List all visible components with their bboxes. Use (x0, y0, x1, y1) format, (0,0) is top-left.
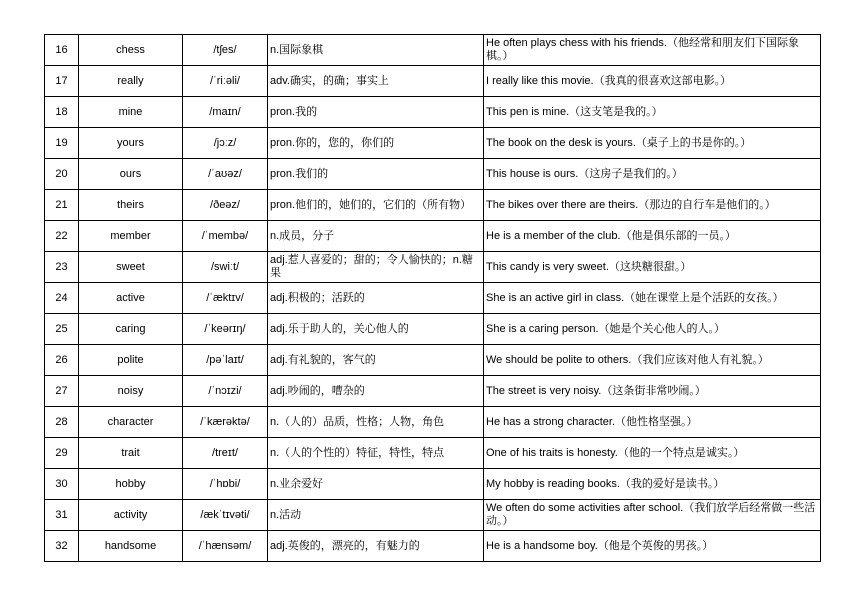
word-cell: sweet (79, 252, 183, 283)
definition-cell: n.成员，分子 (268, 221, 484, 252)
example-sentence-cell: He is a handsome boy.（他是个英俊的男孩。） (484, 531, 821, 562)
table-row (45, 66, 821, 97)
vocabulary-table (44, 34, 821, 562)
table-row (45, 345, 821, 376)
definition-cell: pron.我们的 (268, 159, 484, 190)
row-number-cell: 28 (45, 407, 79, 438)
row-number-cell: 24 (45, 283, 79, 314)
word-cell: caring (79, 314, 183, 345)
row-number-cell: 25 (45, 314, 79, 345)
phonetic-cell: /treɪt/ (183, 438, 268, 469)
table-row (45, 97, 821, 128)
word-cell: activity (79, 500, 183, 531)
row-number-cell: 21 (45, 190, 79, 221)
example-sentence-cell: He has a strong character.（他性格坚强。） (484, 407, 821, 438)
definition-cell: adj.乐于助人的，关心他人的 (268, 314, 484, 345)
example-sentence-cell: The street is very noisy.（这条街非常吵闹。） (484, 376, 821, 407)
table-row (45, 221, 821, 252)
table-row (45, 314, 821, 345)
definition-cell: adj.英俊的，漂亮的，有魅力的 (268, 531, 484, 562)
example-sentence-cell: He often plays chess with his friends.（他经常和朋友们下国际象棋。） (484, 35, 821, 66)
row-number-cell: 31 (45, 500, 79, 531)
table-row (45, 438, 821, 469)
phonetic-cell: /ˈnɔɪzi/ (183, 376, 268, 407)
example-sentence-cell: She is a caring person.（她是个关心他人的人。） (484, 314, 821, 345)
word-cell: active (79, 283, 183, 314)
example-sentence-cell: He is a member of the club.（他是俱乐部的一员。） (484, 221, 821, 252)
definition-cell: adv.确实，的确；事实上 (268, 66, 484, 97)
definition-cell: n.（人的）品质，性格；人物，角色 (268, 407, 484, 438)
word-cell: polite (79, 345, 183, 376)
phonetic-cell: /ˈkærəktə/ (183, 407, 268, 438)
row-number-cell: 20 (45, 159, 79, 190)
phonetic-cell: /tʃes/ (183, 35, 268, 66)
row-number-cell: 19 (45, 128, 79, 159)
example-sentence-cell: The bikes over there are theirs.（那边的自行车是他们的。） (484, 190, 821, 221)
row-number-cell: 18 (45, 97, 79, 128)
definition-cell: pron.他们的，她们的，它们的（所有物） (268, 190, 484, 221)
table-row (45, 252, 821, 283)
example-sentence-cell: She is an active girl in class.（她在课堂上是个活跃的女孩。） (484, 283, 821, 314)
row-number-cell: 16 (45, 35, 79, 66)
definition-cell: n.国际象棋 (268, 35, 484, 66)
definition-cell: n.业余爱好 (268, 469, 484, 500)
table-row (45, 376, 821, 407)
word-cell: theirs (79, 190, 183, 221)
definition-cell: adj.惹人喜爱的；甜的；令人愉快的；n.糖果 (268, 252, 484, 283)
table-row (45, 531, 821, 562)
phonetic-cell: /ˈhænsəm/ (183, 531, 268, 562)
row-number-cell: 32 (45, 531, 79, 562)
phonetic-cell: /ˈæktɪv/ (183, 283, 268, 314)
word-cell: noisy (79, 376, 183, 407)
row-number-cell: 23 (45, 252, 79, 283)
table-row (45, 283, 821, 314)
phonetic-cell: /maɪn/ (183, 97, 268, 128)
example-sentence-cell: One of his traits is honesty.（他的一个特点是诚实。） (484, 438, 821, 469)
definition-cell: pron.我的 (268, 97, 484, 128)
row-number-cell: 29 (45, 438, 79, 469)
table-row (45, 407, 821, 438)
table-row (45, 469, 821, 500)
table-row (45, 500, 821, 531)
row-number-cell: 27 (45, 376, 79, 407)
phonetic-cell: /pəˈlaɪt/ (183, 345, 268, 376)
phonetic-cell: /ˈkeərɪŋ/ (183, 314, 268, 345)
example-sentence-cell: I really like this movie.（我真的很喜欢这部电影。） (484, 66, 821, 97)
phonetic-cell: /ˈhɒbi/ (183, 469, 268, 500)
example-sentence-cell: We should be polite to others.（我们应该对他人有礼貌。） (484, 345, 821, 376)
example-sentence-cell: This candy is very sweet.（这块糖很甜。） (484, 252, 821, 283)
definition-cell: n.活动 (268, 500, 484, 531)
definition-cell: adj.积极的；活跃的 (268, 283, 484, 314)
word-cell: mine (79, 97, 183, 128)
definition-cell: adj.吵闹的，嘈杂的 (268, 376, 484, 407)
example-sentence-cell: The book on the desk is yours.（桌子上的书是你的。） (484, 128, 821, 159)
row-number-cell: 26 (45, 345, 79, 376)
example-sentence-cell: This pen is mine.（这支笔是我的。） (484, 97, 821, 128)
phonetic-cell: /jɔːz/ (183, 128, 268, 159)
word-cell: chess (79, 35, 183, 66)
definition-cell: n.（人的个性的）特征，特性，特点 (268, 438, 484, 469)
phonetic-cell: /ˈaʊəz/ (183, 159, 268, 190)
phonetic-cell: /ˈriːəli/ (183, 66, 268, 97)
word-cell: ours (79, 159, 183, 190)
table-row (45, 159, 821, 190)
definition-cell: adj.有礼貌的，客气的 (268, 345, 484, 376)
word-cell: handsome (79, 531, 183, 562)
row-number-cell: 17 (45, 66, 79, 97)
word-cell: member (79, 221, 183, 252)
example-sentence-cell: My hobby is reading books.（我的爱好是读书。） (484, 469, 821, 500)
example-sentence-cell: This house is ours.（这房子是我们的。） (484, 159, 821, 190)
phonetic-cell: /ækˈtɪvəti/ (183, 500, 268, 531)
definition-cell: pron.你的，您的，你们的 (268, 128, 484, 159)
word-cell: trait (79, 438, 183, 469)
vocabulary-table-body (45, 35, 821, 562)
row-number-cell: 30 (45, 469, 79, 500)
word-cell: really (79, 66, 183, 97)
example-sentence-cell: We often do some activities after school.（我们放学后经常做一些活动。） (484, 500, 821, 531)
word-cell: yours (79, 128, 183, 159)
table-row (45, 190, 821, 221)
table-row (45, 35, 821, 66)
row-number-cell: 22 (45, 221, 79, 252)
word-cell: hobby (79, 469, 183, 500)
word-cell: character (79, 407, 183, 438)
phonetic-cell: /ˈmembə/ (183, 221, 268, 252)
phonetic-cell: /ðeəz/ (183, 190, 268, 221)
table-row (45, 128, 821, 159)
phonetic-cell: /swiːt/ (183, 252, 268, 283)
